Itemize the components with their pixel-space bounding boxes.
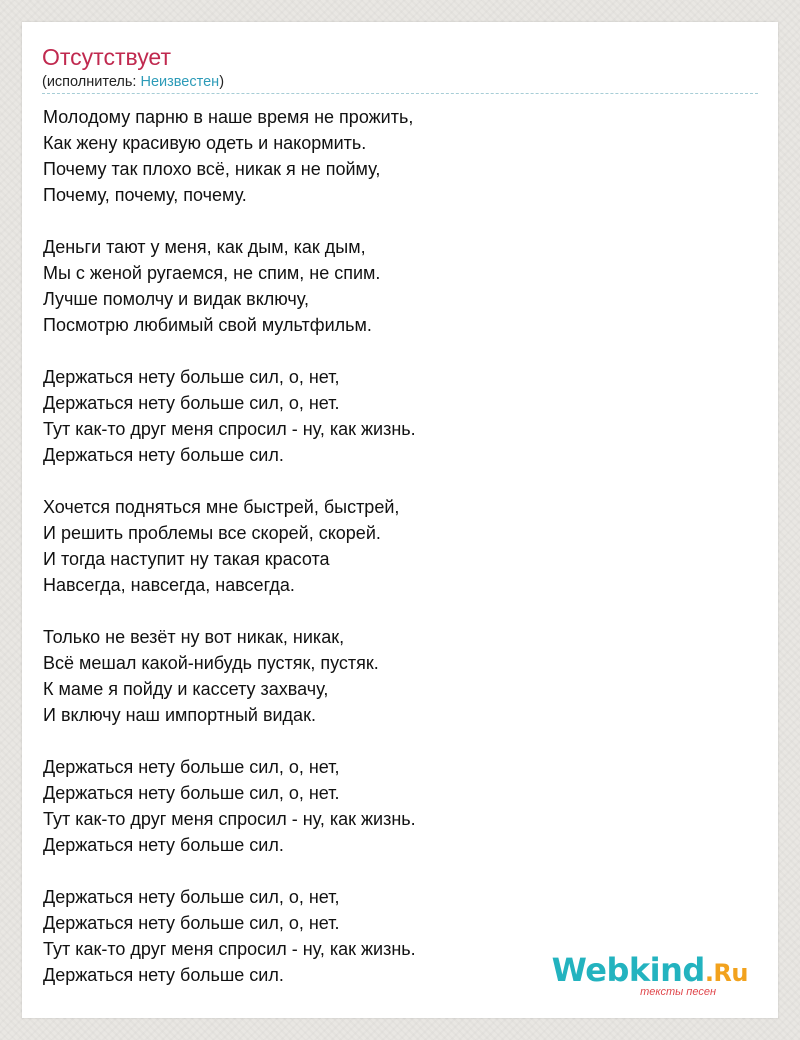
logo-tld: .Ru: [704, 959, 748, 987]
lyric-line: Держаться нету больше сил.: [43, 835, 284, 855]
lyric-line: Тут как-то друг меня спросил - ну, как жизнь.: [43, 809, 416, 829]
logo-tagline: тексты песен: [640, 986, 716, 998]
lyric-line: Почему так плохо всё, никак я не пойму,: [43, 159, 381, 179]
lyrics-stanza: [43, 364, 743, 468]
lyric-line: Всё мешал какой-нибудь пустяк, пустяк.: [43, 653, 379, 673]
artist-suffix: ): [219, 74, 225, 90]
artist-link[interactable]: Неизвестен: [140, 74, 220, 90]
lyrics-stanza: [43, 234, 743, 338]
dashed-divider: [42, 93, 758, 94]
lyrics-stanza: [43, 104, 743, 208]
lyric-line: Тут как-то друг меня спросил - ну, как жизнь.: [43, 939, 416, 959]
lyric-line: Почему, почему, почему.: [43, 185, 247, 205]
lyrics-card: [22, 22, 778, 1018]
lyric-line: Мы с женой ругаемся, не спим, не спим.: [43, 263, 381, 283]
lyric-line: Лучше помолчу и видак включу,: [43, 289, 309, 309]
artist-prefix: (исполнитель:: [42, 74, 141, 90]
lyrics-body: [43, 104, 743, 1014]
lyric-line: Держаться нету больше сил, о, нет,: [43, 887, 340, 907]
song-title: Отсутствует: [42, 44, 171, 70]
lyric-line: И тогда наступит ну такая красота: [43, 549, 330, 569]
lyric-line: Держаться нету больше сил.: [43, 445, 284, 465]
lyrics-stanza: [43, 624, 743, 728]
lyric-line: Навсегда, навсегда, навсегда.: [43, 575, 295, 595]
logo-main-text: Webkind: [551, 951, 705, 989]
lyric-line: Держаться нету больше сил.: [43, 965, 284, 985]
lyric-line: Хочется подняться мне быстрей, быстрей,: [43, 497, 400, 517]
lyrics-stanza: [43, 754, 743, 858]
lyric-line: И решить проблемы все скорей, скорей.: [43, 523, 381, 543]
lyrics-stanza: [43, 494, 743, 598]
lyric-line: Молодому парню в наше время не прожить,: [43, 107, 414, 127]
lyric-line: Только не везёт ну вот никак, никак,: [43, 627, 345, 647]
lyric-line: Держаться нету больше сил, о, нет,: [43, 367, 340, 387]
lyric-line: Держаться нету больше сил, о, нет.: [43, 393, 340, 413]
lyric-line: Деньги тают у меня, как дым, как дым,: [43, 237, 366, 257]
lyric-line: Держаться нету больше сил, о, нет,: [43, 757, 340, 777]
lyric-line: Как жену красивую одеть и накормить.: [43, 133, 367, 153]
lyric-line: И включу наш импортный видак.: [43, 705, 316, 725]
lyric-line: Держаться нету больше сил, о, нет.: [43, 783, 340, 803]
lyric-line: Посмотрю любимый свой мультфильм.: [43, 315, 372, 335]
lyric-line: К маме я пойду и кассету захвачу,: [43, 679, 329, 699]
lyric-line: Тут как-то друг меня спросил - ну, как жизнь.: [43, 419, 416, 439]
artist-line: [42, 73, 224, 91]
webkind-logo[interactable]: [551, 950, 760, 998]
lyric-line: Держаться нету больше сил, о, нет.: [43, 913, 340, 933]
